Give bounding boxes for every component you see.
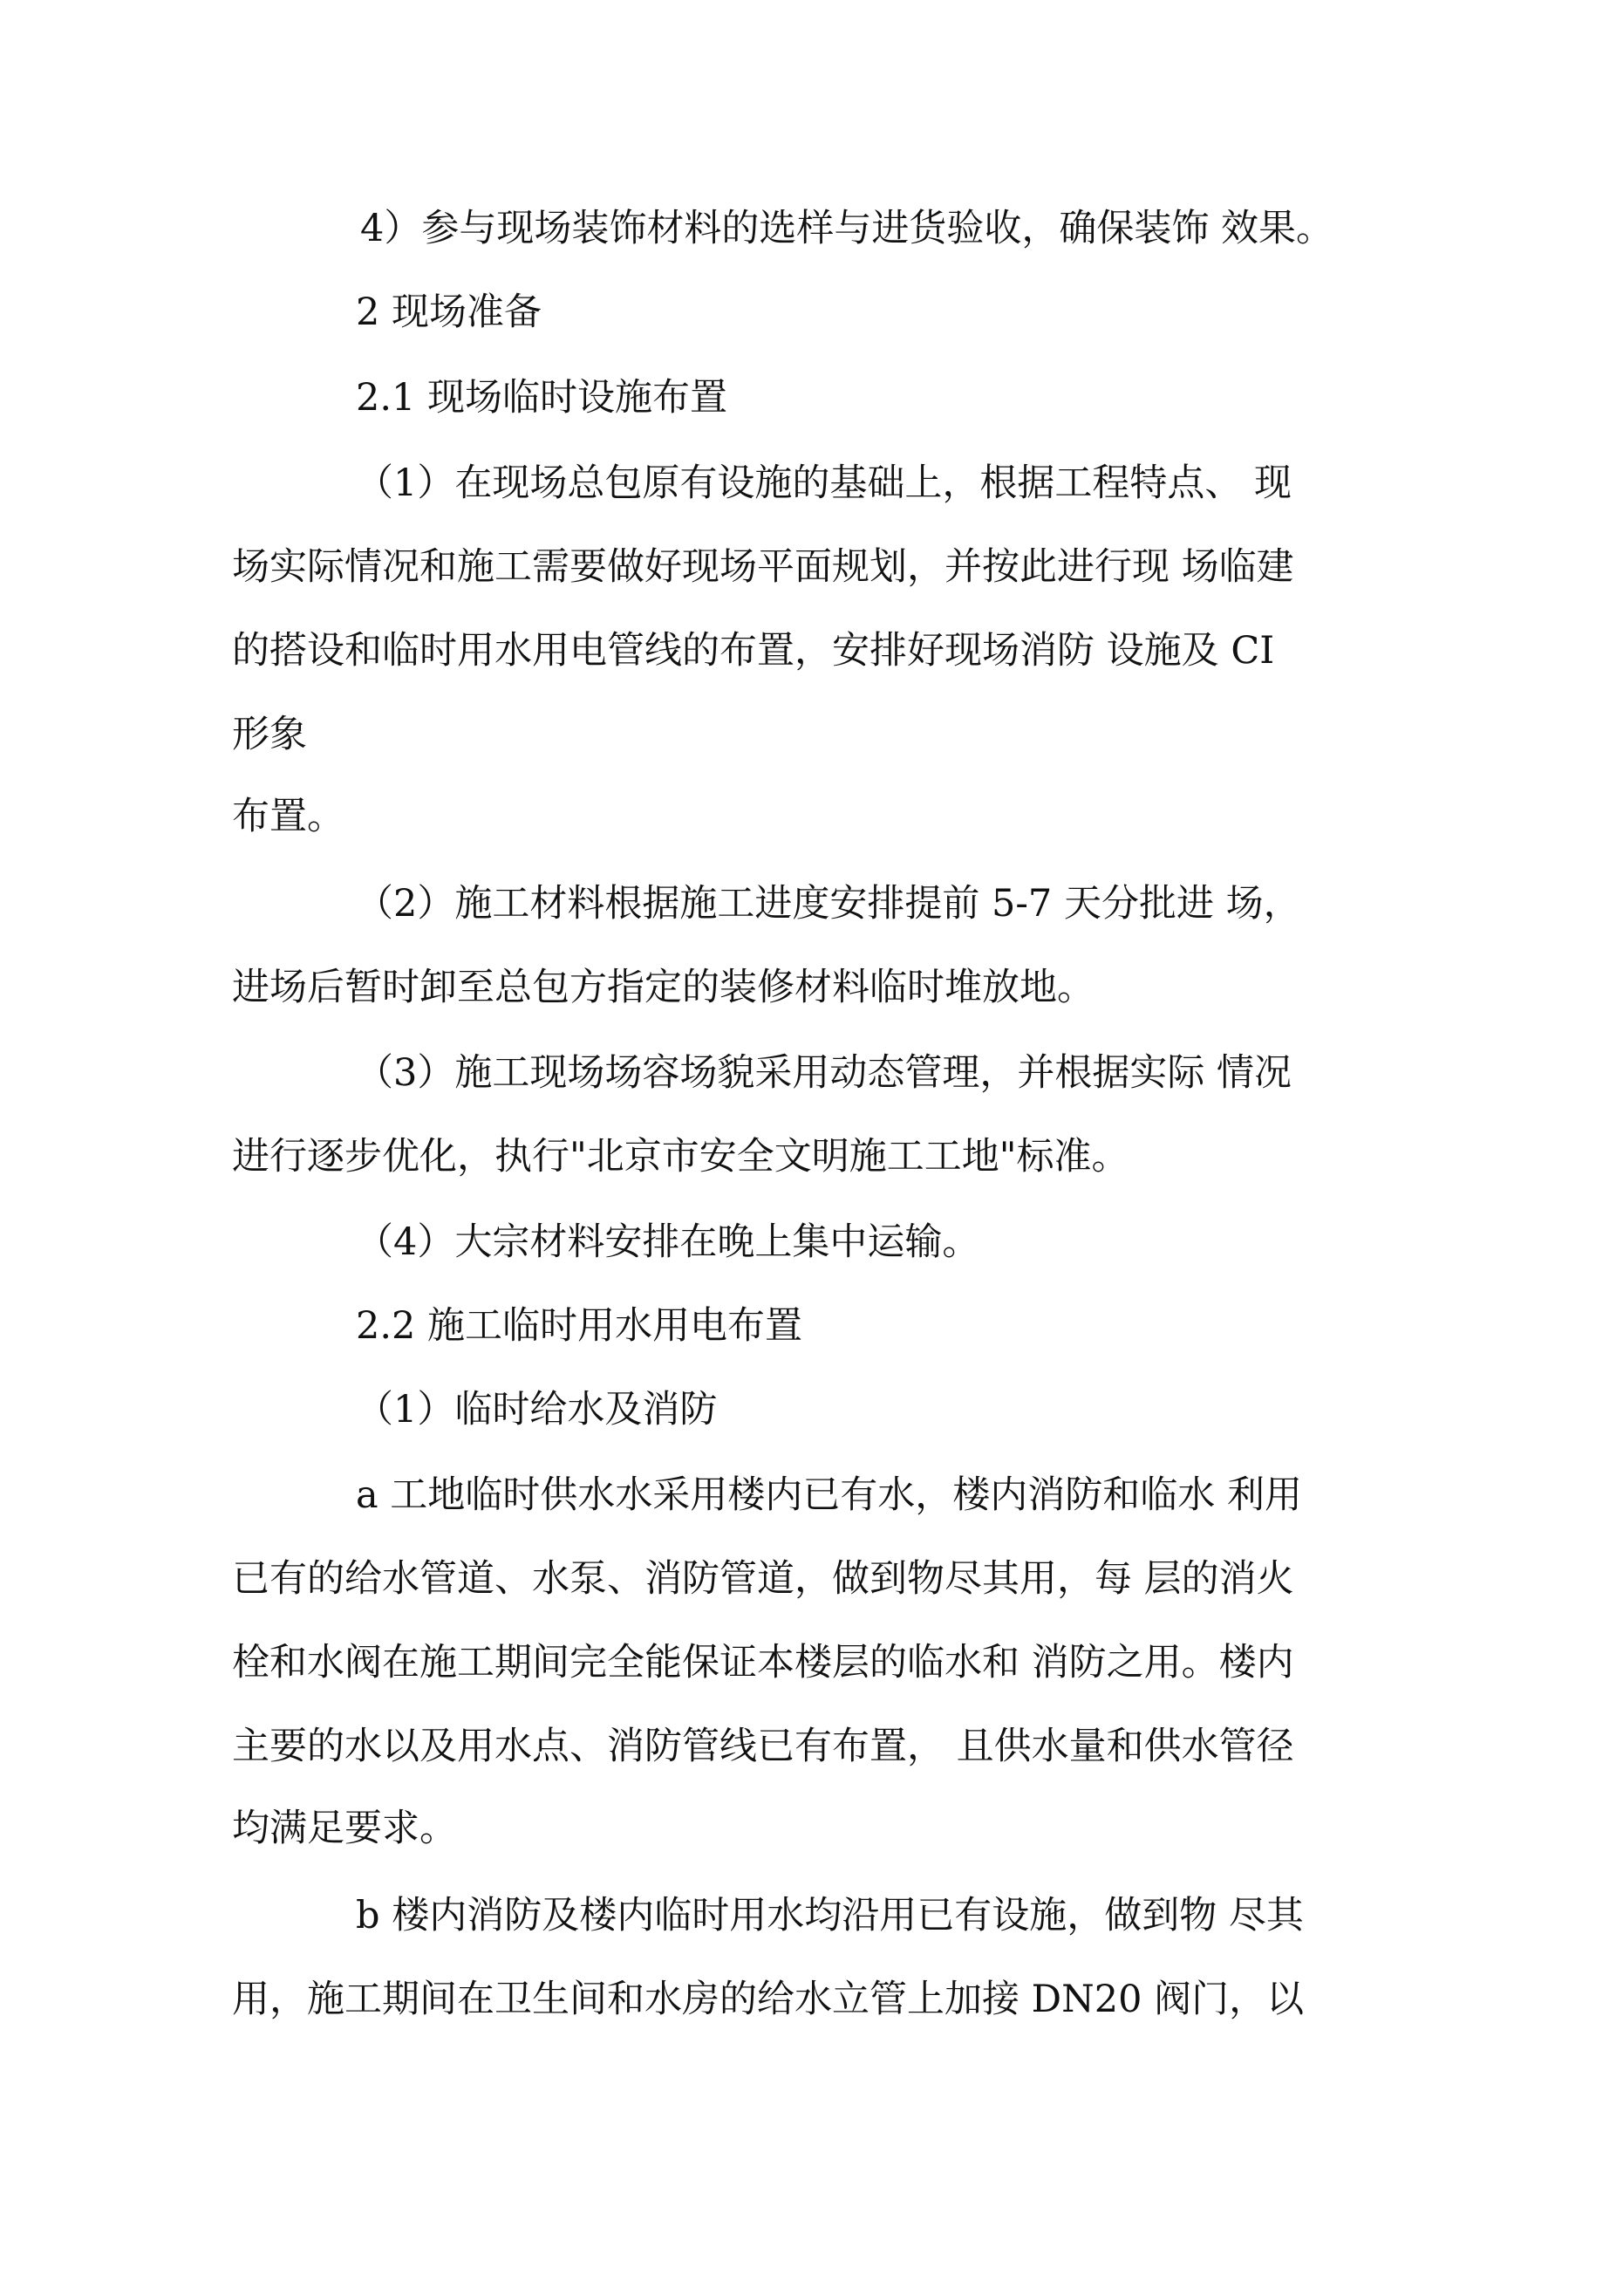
text-line: b 楼内消防及楼内临时用水均沿用已有设施，做到物 尽其 [356,1894,1304,1937]
subsection-heading: 2.2 施工临时用水用电布置 [356,1304,803,1348]
text-line: 布置。 [232,795,344,838]
text-line: 栓和水阀在施工期间完全能保证本楼层的临水和 消防之用。楼内 [232,1641,1294,1684]
section-heading: 2 现场准备 [356,290,542,334]
text-line: （2）施工材料根据施工进度安排提前 5-7 天分批进 场， [356,882,1301,926]
text-line: 形象 [232,713,307,756]
text-line: 已有的给水管道、水泵、消防管道，做到物尽其用，每 层的消火 [232,1557,1294,1601]
text-line: （1）在现场总包原有设施的基础上，根据工程特点、 现 [356,461,1292,505]
text-line: 用，施工期间在卫生间和水房的给水立管上加接 DN20 阀门，以 [232,1978,1305,2021]
text-line: 场实际情况和施工需要做好现场平面规划，并按此进行现 场临建 [232,545,1294,589]
text-line: 进行逐步优化，执行"北京市安全文明施工工地"标准。 [232,1135,1129,1179]
text-line: 主要的水以及用水点、消防管线已有布置， 且供水量和供水管径 [232,1725,1294,1768]
text-line: 的搭设和临时用水用电管线的布置，安排好现场消防 设施及 CI [232,629,1275,673]
text-line: 进场后暂时卸至总包方指定的装修材料临时堆放地。 [232,966,1095,1009]
text-line: （3）施工现场场容场貌采用动态管理，并根据实际 情况 [356,1051,1292,1095]
text-line: 均满足要求。 [232,1807,457,1850]
text-line: （4）大宗材料安排在晚上集中运输。 [356,1220,980,1264]
text-line: （1）临时给水及消防 [356,1388,718,1432]
text-line: 4）参与现场装饰材料的选样与进货验收，确保装饰 效果。 [360,207,1334,250]
subsection-heading: 2.1 现场临时设施布置 [356,376,728,420]
text-line: a 工地临时供水水采用楼内已有水，楼内消防和临水 利用 [356,1473,1302,1517]
